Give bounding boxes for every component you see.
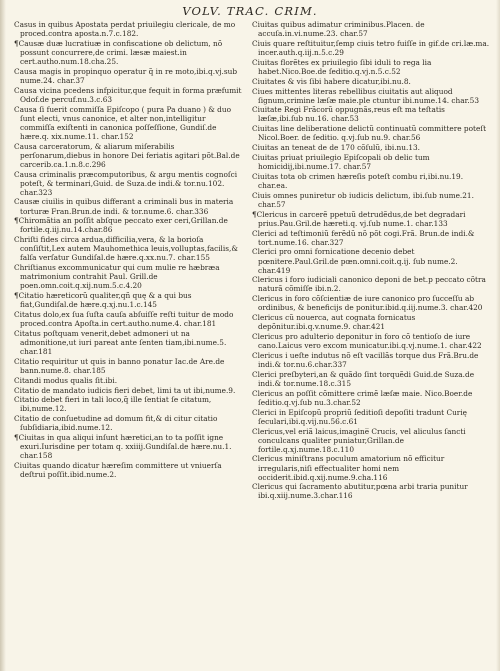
index-entry: Citatio debet fieri in tali loco,q̃ ille ſentiat ſe citatum, ibi,nume.12. — [14, 395, 212, 414]
index-entry: Ciuitates & vis ſibi habere dicatur,ibi.nu.8. — [252, 76, 411, 86]
index-entry: Ciuitate Regi Frãcorũ oppugnãs,reus eſt ma teſtatis læſæ,ibi.ſub nu.16. char.53 — [252, 105, 445, 124]
index-entry: Chriſti fides circa ardua,difficilia,vera, & la borioſa conſiſtit,Lex autem Mauhomethica leuis,volluptas,facilis,& falſa verſatur Gundiſal.de hære.q.xx.nu.7. char.155 — [14, 235, 238, 263]
index-entry: Clericus i ueſte indutus nõ eſt vacillãs torque dus Frã.Bru.de indi.& tor.nu.6.char.337 — [252, 350, 479, 370]
index-entry: Ciuitas priuat priuilegio Epiſcopali ob delic tum homicidij,ibi.nume.17. char.57 — [252, 153, 430, 172]
index-entry: Chriſtianus excommunicatur qui cum mulie re hæbræa matrimonium contrahit Paul. Grill.de poen.omn.coit.q.xij.num.5.c.4.20 — [14, 263, 220, 291]
index-entry: Causa criminalis præcomputoribus, & argu mentis cognoſci poteſt, & terminari,Guid. de Suza.de indi.& tor.nu.102. char.323 — [14, 169, 238, 197]
index-entry: Clericus miniſtrans poculum amatorium nõ efficitur irregularis,niſi effectualiter homi nem occiderit.ibid.q.xij.nume.9.cha.116 — [252, 454, 445, 482]
left-index-column — [14, 20, 242, 479]
index-entry: Causa ſi fuerit commiſſa Epiſcopo ( pura Pa duano ) & duo ſunt electi, vnus canonice, et alter non,intelligitur commiſſa exiſtenti in canonica poſſeſſione, Gundiſ.de hære.q. xix.nume.11. char.152 — [14, 104, 232, 141]
index-entry: Ciuitas tota ob crimen hæreſis poteſt combu ri,ibi.nu.19. char.ea. — [252, 171, 464, 190]
index-entry: ¶Clericus in carcerẽ ppetuũ detrudẽdus,de bet degradari prius.Pau.Gril.de hæreti.q. vj.ſub nume.1. char.133 — [252, 209, 466, 228]
index-entry: ¶Causæ duæ lucratiuæ in confiscatione ob delictum, nõ possunt concurrere,de crimi. læsæ maiest.in cert.autho.num.18.cha.25. — [14, 38, 223, 66]
index-entry: Clericus an poſſit cõmittere crimẽ læſæ maie. Nico.Boer.de ſeditio.q.vj.ſub nu.3.char.52 — [252, 388, 473, 407]
index-entry: Ciuitas line deliberatione delictũ continuatũ committere poteſt Nicol.Boer. de ſeditio. q.vj.ſub nu.9. char.56 — [252, 124, 487, 143]
index-entry: ¶Chiromãtia an poſſit abſque peccato exer ceri,Grillan.de fortile.q.iij.nu.14.char.86 — [14, 216, 228, 235]
index-entry: Ciuis quare reſtituitur,ſemp ciuis tetro fuiſſe in gif.de cri.læ.ma. incer.auth.q.iij.n.5.c.29 — [252, 38, 490, 57]
index-entry: ¶Ciuitas in qua aliqui inſunt hæretici,an to ta poſſit igne exuri.Iurisdine per totam q. xxiiij.Gundiſal.de hære.nu.1. char.158 — [14, 433, 232, 461]
index-entry: Casus in quibus Apostata perdat priuilegiu clericale, de mo proced.contra aposta.n.7.c.182. — [14, 20, 236, 39]
index-entry: Clericus i foro iudiciali canonico deponi de bet.p peccato cõtra naturã cõmiſſe ibi.n.2. — [252, 275, 486, 294]
index-entry: Citatio de mandato iudicis fieri debet, limi ta ut ibi,nume.9. — [14, 385, 236, 395]
index-entry: Citatus dolo,ex ſua ſuſta cauſa abſuiſſe reſti tuitur de modo proced.contra Apoſta.in cert.autho.nume.4. char.181 — [14, 310, 234, 329]
index-entry: Causa vicina pcedens infpicitur,que fequit in forma præfumit Odof.de percuf.nu.3.c.63 — [14, 85, 242, 104]
index-entry: Clericus pro adulterio deponitur in foro cõ tentioſo de iure cano.Laicus vero excom municatur.ibi.q.vj.nume.1. char.422 — [252, 332, 482, 351]
index-entry: Clericus cũ nouerca, aut cognata fornicatus depõnitur.ibi.q.v.nume.9. char.421 — [252, 313, 416, 332]
index-entry: Ciuitas an teneat de de 170 cõſulũ, ibi.nu.13. — [252, 143, 421, 153]
index-entry: Clericus in foro cõſcientiæ de iure canonico pro ſucceſſu ab ordinibus, & beneficijs de ponitur.ibid.q.iij.nume.3. char.420 — [252, 294, 483, 313]
index-entry: Causa magis in propinquo operatur q̃ in re moto,ibi.q.vj.sub nume.24. char.37 — [14, 66, 238, 85]
index-entry: Causa carceratorum, & aliarum miſerabilis perſonarum,diebus in honore Dei feriatis agitari põt.Bal.de carcerib.ca.1.n.8.c.296 — [14, 141, 240, 169]
index-entry: Ciuis omnes puniretur ob iudicis delictum, ibi.ſub nume.21. char.57 — [252, 190, 474, 209]
index-entry: Causæ ciuilis in quibus differant a criminali bus in materia torturæ Fran.Brun.de indi. & tor.nume.6. char.336 — [14, 197, 234, 216]
page-gutter-shadow — [0, 0, 6, 671]
index-entry: Clerici preſbyteri,an & quãdo ſint torquẽdi Guid.de Suza.de indi.& tor.nume.18.c.315 — [252, 369, 475, 388]
index-entry: Clericus,vel eriã laicus,imagine̅ Crucis, vel aliculus ſancti conculcans qualiter puniatur,Grillan.de fortile.q.xj.nume.18.c.110 — [252, 426, 466, 454]
index-entry: Ciues mittentes literas rebellibus ciuitatis aut aliquod ſignum,crimine læſæ maie.ple ctuntur ibi.nume.14. char.53 — [252, 86, 480, 105]
index-entry: Clerici ad teſtimoniũ ferẽdũ nõ põt cogi.Frã. Brun.de indi.& tort.nume.16. char.327 — [252, 228, 475, 247]
index-entry: Citatus poſtquam venerit,debet admoneri ut na admonitione,ut iuri pareat ante ſenten tiam,ibi.nume.5. char.181 — [14, 328, 227, 356]
index-entry: Clericus qui ſacramento abutitur,pœna arbi traria punitur ibi.q.xiij.nume.3.char.116 — [252, 482, 468, 501]
index-entry: Ciuitas quibus adimatur criminibus.Placen. de accuſa.in.vi.nume.23. char.57 — [252, 20, 425, 39]
page-edge-shadow — [496, 0, 500, 671]
index-entry: Ciuitas florẽtes ex priuilegio ſibi iduli to rega lia habet.Nico.Boe.de ſeditio.q.vj.n.5.c.52 — [252, 57, 432, 76]
index-entry: Clerici pro omni fornicatione decenio debet pœnitere.Paul.Gril.de pœn.omni.coit.q.ij. ſub nume.2. char.419 — [252, 247, 458, 275]
right-index-column — [252, 20, 490, 501]
index-entry: Ciuitas quando dicatur hæreſim committere ut vniuerſa deſtrui poſſit.ibid.nume.2. — [14, 461, 222, 480]
index-entry: Citatio requiritur ut quis in banno ponatur Iac.de Are.de bann.nume.8. char.185 — [14, 356, 225, 375]
running-header: VOLV. TRAC. CRIM. — [182, 4, 318, 18]
index-entry: Clerici in Epiſcopũ propriũ ſeditioſi depoſiti tradunt Curię ſeculari,ibi.q.vij.nu.56.c.61 — [252, 407, 468, 426]
index-entry: Citatio de conſuetudine ad domum fit,& di citur citatio ſubſidiaria,ibid.nume.12. — [14, 414, 218, 433]
index-entry: ¶Citatio hæreticorũ qualiter,qñ quę & a qui bus fiat,Gundiſal.de hære.q.xj.nu.1.c.145 — [14, 291, 192, 310]
index-entry: Citandi modus qualis ſit.ibi. — [14, 375, 118, 385]
